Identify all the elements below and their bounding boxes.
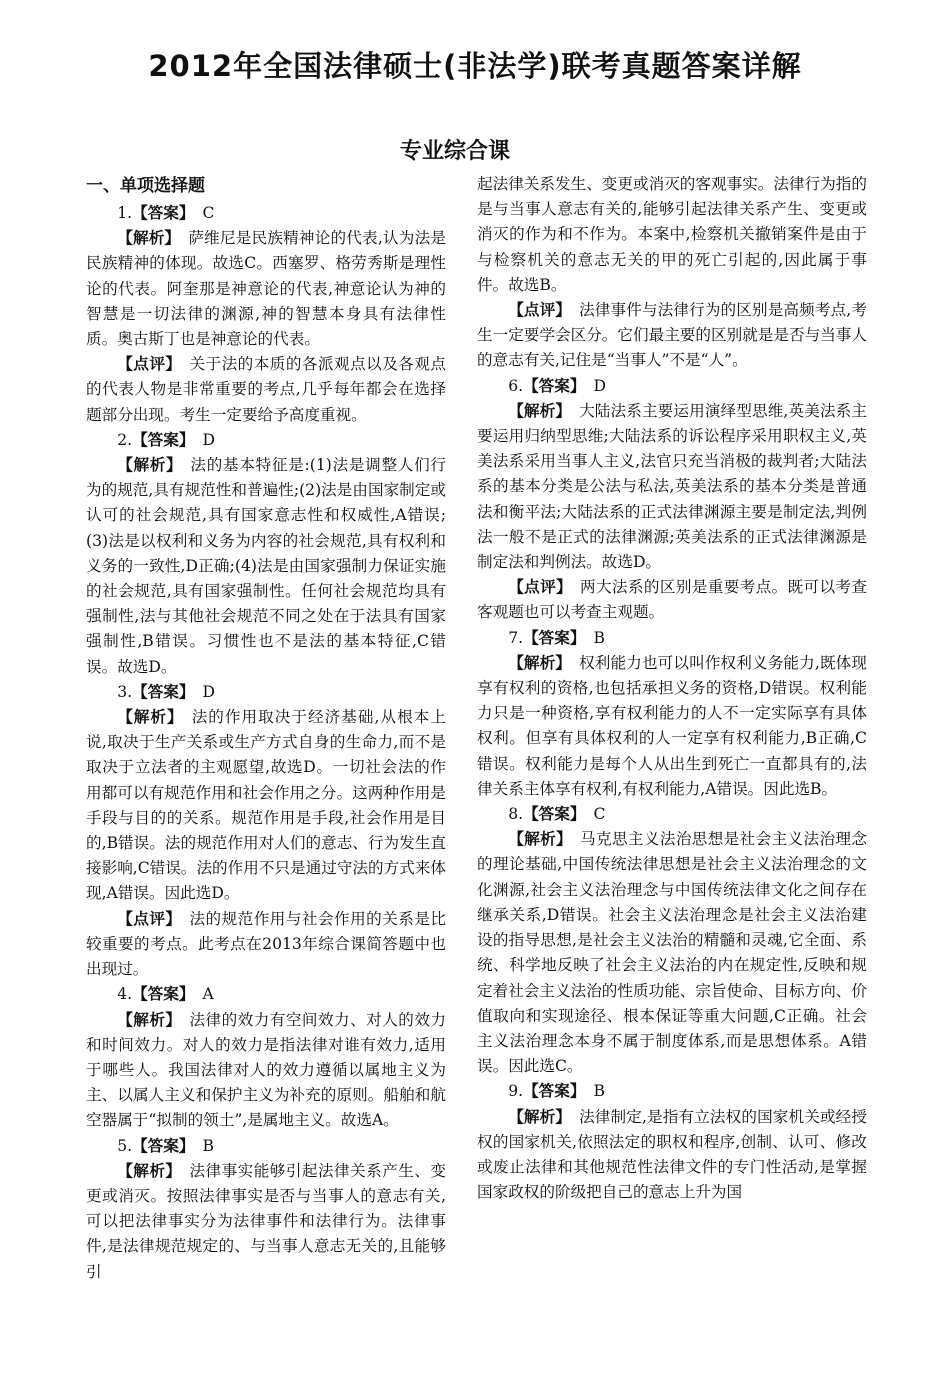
analysis-label: 【解析】 [508, 1107, 572, 1126]
answer-line [86, 982, 446, 1007]
analysis-paragraph [86, 453, 446, 680]
question-number: 2. [117, 430, 133, 449]
analysis-paragraph [86, 226, 446, 352]
comment-text: 法律事件与法律行为的区别是高频考点,考生一定要学会区分。它们最主要的区别就是是否与当事人的意志有关,记住是“当事人”不是“人”。 [477, 301, 867, 370]
analysis-text: 法律制定,是指有立法权的国家机关或经授权的国家机关,依照法定的职权和程序,创制、认可、修改或废止法律和其他规范性法律文件的专门性活动,是掌握国家政权的阶级把自己的意志上升为国 [477, 1107, 867, 1202]
answer-label: 【答案】 [132, 204, 195, 222]
answer-value: B [593, 1082, 605, 1101]
comment-paragraph [477, 298, 867, 374]
analysis-text: 法律的效力有空间效力、对人的效力和时间效力。对人的效力是指法律对谁有效力,适用于哪些人。我国法律对人的效力遵循以属地主义为主、以属人主义和保护主义为补充的原则。船舶和航空器属于“拟制的领土”,是属地主义。故选A。 [86, 1010, 446, 1130]
analysis-text: 大陆法系主要运用演绎型思维,英美法系主要运用归纳型思维;大陆法系的诉讼程序采用职权主义,英美法系采用当事人主义,法官只充当消极的裁判者;大陆法系的基本分类是公法与私法,英美法系的基本分类是普通法和衡平法;大陆法系的正式法律渊源主要是制定法,判例法一般不是正式的法律渊源;英美法系的正式法律渊源是制定法和判例法。故选D。 [477, 401, 867, 572]
answer-value: B [202, 1136, 214, 1155]
answer-line [477, 626, 867, 651]
answer-label: 【答案】 [132, 682, 195, 701]
answer-label: 【答案】 [523, 376, 586, 395]
question-number: 9. [508, 1082, 524, 1101]
answer-line [86, 1134, 446, 1159]
answer-line [477, 802, 867, 827]
analysis-text: 权利能力也可以叫作权利义务能力,既体现享有权利的资格,也包括承担义务的资格,D错误。权利能力只是一种资格,享有权利能力的人不一定实际享有具体权利。但享有具体权利的人一定享有权利能力,B正确,C错误。权利能力是每个人从出生到死亡一直都具有的,法律关系主体享有权利,有权利能力,A错误。因此选B。 [477, 653, 867, 798]
answer-label: 【答案】 [132, 985, 195, 1004]
analysis-text: 法的作用取决于经济基础,从根本上说,取决于生产关系或生产方式自身的生命力,而不是取决于立法者的主观愿望,故选D。一切社会法的作用都可以有规范作用和社会作用之分。这两种作用是手段与目的的关系。规范作用是手段,社会作用是目的,B错误。法的规范作用对人们的意志、行为发生直接影响,C错误。法的作用不只是通过守法的方式来体现,A错误。因此选D。 [86, 708, 446, 903]
answer-value: B [593, 628, 605, 647]
answer-value: A [202, 985, 214, 1004]
analysis-paragraph [477, 651, 867, 802]
analysis-paragraph [86, 1008, 446, 1134]
answer-value: D [593, 376, 606, 395]
document-title: 2012年全国法律硕士(非法学)联考真题答案详解 [148, 49, 802, 83]
answer-line [86, 428, 446, 453]
analysis-paragraph [86, 705, 446, 907]
question-number: 5. [117, 1136, 133, 1155]
analysis-paragraph [86, 1159, 446, 1285]
part-heading: 一、单项选择题 [86, 176, 205, 196]
answer-value: D [202, 430, 215, 449]
answer-label: 【答案】 [523, 1082, 586, 1101]
analysis-paragraph [477, 399, 867, 575]
answer-line [477, 1079, 867, 1104]
analysis-label: 【解析】 [508, 401, 572, 420]
analysis-label: 【解析】 [117, 456, 183, 475]
analysis-text: 法律事实能够引起法律关系产生、变更或消灭。按照法律事实是否与当事人的意志有关,可以把法律事实分为法律事件和法律行为。法律事件,是法律规范规定的、与当事人意志无关的,且能够引 [86, 1161, 446, 1281]
comment-text: 关于法的本质的各派观点以及各观点的代表人物是非常重要的考点,几乎每年都会在选择题部分出现。考生一定要给予高度重视。 [86, 355, 446, 424]
question-number: 6. [508, 376, 524, 395]
answer-value: C [202, 204, 215, 222]
comment-paragraph [86, 907, 446, 983]
analysis-label: 【解析】 [508, 653, 572, 672]
answer-label: 【答案】 [132, 430, 195, 449]
left-column [86, 174, 446, 1285]
analysis-label: 【解析】 [117, 1010, 182, 1029]
analysis-text: 法的基本特征是:(1)法是调整人们行为的规范,具有规范性和普遍性;(2)法是由国家制定或认可的社会规范,具有国家意志性和权威性,A错误;(3)法是以权利和义务为内容的社会规范,具有权利和义务的一致性,D正确;(4)法是由国家强制力保证实施的社会规范,具有国家强制性。任何社会规范均具有强制性,法与其他社会规范不同之处在于法具有国家强制性,B错误。习惯性也不是法的基本特征,C错误。故选D。 [86, 456, 446, 676]
analysis-paragraph [477, 1105, 867, 1206]
answer-line [86, 680, 446, 705]
comment-label: 【点评】 [508, 301, 572, 320]
question-number: 1. [117, 204, 133, 222]
analysis-label: 【解析】 [508, 830, 573, 849]
comment-label: 【点评】 [117, 355, 182, 374]
comment-label: 【点评】 [117, 909, 182, 928]
question-number: 4. [117, 985, 133, 1004]
question-number: 7. [508, 628, 524, 647]
answer-label: 【答案】 [523, 628, 586, 647]
answer-value: C [593, 805, 606, 824]
comment-text: 法的规范作用与社会作用的关系是比较重要的考点。此考点在2013年综合课简答题中也出现过。 [86, 909, 446, 979]
comment-text: 两大法系的区别是重要考点。既可以考查客观题也可以考查主观题。 [477, 578, 867, 622]
answer-line [86, 201, 446, 226]
analysis-label: 【解析】 [117, 229, 181, 248]
comment-paragraph [477, 575, 867, 625]
continuation-paragraph: 起法律关系发生、变更或消灭的客观事实。法律行为指的是与当事人意志有关的,能够引起法律关系产生、变更或消灭的作为和不作为。本案中,检察机关撤销案件是由于与检察机关的意志无关的甲的死亡引起的,因此属于事件。故选B。 [477, 175, 867, 294]
analysis-paragraph [477, 827, 867, 1079]
analysis-text: 萨维尼是民族精神论的代表,认为法是民族精神的体现。故选C。西塞罗、格劳秀斯是理性论的代表。阿奎那是神意论的代表,神意论认为神的智慧是一切法律的渊源,神的智慧本身具有法律性质。奥古斯丁也是神意论的代表。 [86, 229, 446, 349]
analysis-label: 【解析】 [117, 708, 184, 727]
answer-label: 【答案】 [523, 805, 586, 824]
answer-label: 【答案】 [132, 1136, 195, 1155]
section-title: 专业综合课 [399, 139, 510, 164]
question-number: 8. [508, 805, 524, 824]
question-number: 3. [117, 682, 133, 701]
right-column [477, 172, 867, 1205]
answer-value: D [202, 682, 215, 701]
comment-paragraph [86, 352, 446, 428]
analysis-text: 马克思主义法治思想是社会主义法治理念的理论基础,中国传统法律思想是社会主义法治理念的文化渊源,社会主义法治理念与中国传统法律文化之间存在继承关系,D错误。社会主义法治理念是社会主义法治建设的指导思想,是社会主义法治的精髓和灵魂,它全面、系统、科学地反映了社会主义法治的内在规定性,反映和规定着社会主义法治的性质功能、宗旨使命、目标方向、价值取向和实现途径、根本保证等重大问题,C正确。社会主义法治理念本身不属于制度体系,而是思想体系。A错误。因此选C。 [477, 830, 867, 1076]
comment-label: 【点评】 [508, 578, 573, 597]
analysis-label: 【解析】 [117, 1161, 182, 1180]
answer-line [477, 374, 867, 399]
